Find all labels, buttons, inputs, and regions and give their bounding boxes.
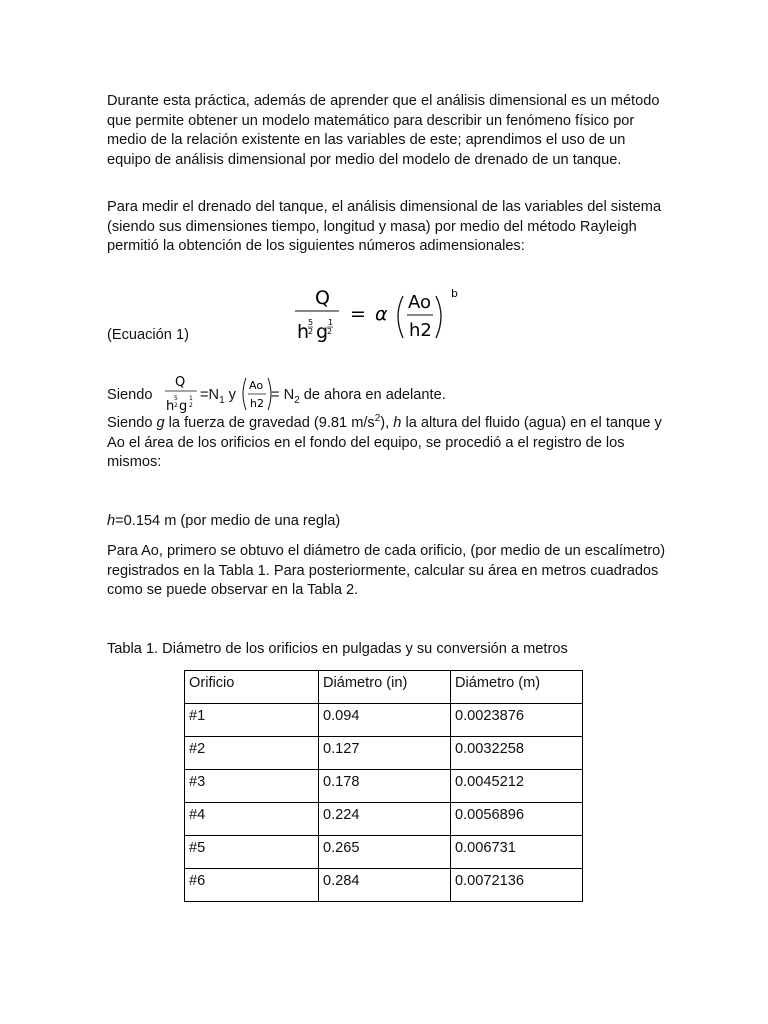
equation-label: (Ecuación 1) [107,327,189,343]
n2-eq: = N [271,387,295,403]
table-cell: 0.265 [319,836,451,869]
n1-eq: =N [200,387,220,403]
eq-den-h-exp-den: 2 [308,327,314,336]
eq-den-g-exp-num: 1 [328,318,334,327]
table-row [185,737,583,770]
table-header-cell: Diámetro (in) [319,671,451,704]
inline-fraction-ao [240,374,274,414]
p3-c: ), [380,415,394,431]
equation-1 [295,288,485,348]
table-cell: 0.0072136 [451,869,583,902]
table-row [185,803,583,836]
eq-ratio-num: Ao [408,292,432,313]
table-cell: 0.006731 [451,836,583,869]
table-cell: #6 [185,869,319,902]
table-cell: #1 [185,704,319,737]
inline-left-paren [243,378,246,410]
table-cell: 0.094 [319,704,451,737]
paragraph-intro: Durante esta práctica, además de aprender que el análisis dimensional es un método que permite obtener un modelo matemático para describir un fenómeno físico por medio de la relación existente en las variables de este; aprendimos el uso de un equipo de análisis dimensional por medio del modelo de drenado de un tanque. [107,93,660,168]
table-header-row [185,671,583,704]
table-row [185,770,583,803]
p4-rest: =0.154 m (por medio de una regla) [115,513,341,529]
table-cell: 0.0032258 [451,737,583,770]
table-cell: #3 [185,770,319,803]
n2-rest: de ahora en adelante. [299,387,446,403]
table-header-cell: Diámetro (m) [451,671,583,704]
table-cell: 0.0045212 [451,770,583,803]
paragraph-ao: Para Ao, primero se obtuvo el diámetro de cada orificio, (por medio de un escalímetro) registrados en la Tabla 1. Para posteriormente, calcular su área en metros cuadrados como se puede observar en la Tabla 2. [107,543,666,598]
inline-den-g: g [179,399,188,414]
inline-den-g-exp-den: 2 [189,402,193,409]
eq-alpha: α [375,303,388,325]
table-cell: #4 [185,803,319,836]
inline-den-h: h [166,399,175,414]
paragraph-rayleigh: Para medir el drenado del tanque, el análisis dimensional de las variables del sistema (siendo sus dimensiones tiempo, longitud y masa) por medio del método Rayleigh permitió la obtención de los siguientes números adimensionales: [107,199,662,254]
table-cell: 0.224 [319,803,451,836]
p3-g: g [156,415,165,431]
inline-fraction-q [165,374,199,414]
p3-sup: 2 [374,413,381,425]
table-row [185,836,583,869]
n1-y: y [224,387,236,403]
p3-d: la altura del fluido (agua) en el tanque y Ao el área de los orificios en el fondo del equipo, se procedió a el registro de los mismos: [107,415,662,470]
p3-a: Siendo [107,415,157,431]
inline-den-h-exp-den: 2 [174,402,178,409]
eq-numerator-q: Q [315,288,330,309]
inline-ao: Ao [249,379,264,392]
inline-h2: h2 [250,397,264,410]
n1-text [200,386,236,406]
eq-den-h: h [297,321,310,343]
paragraph-height [107,512,340,532]
table-cell: 0.127 [319,737,451,770]
p3-b: la fuerza de gravedad (9.81 m/s [164,415,375,431]
table-cell: 0.0023876 [451,704,583,737]
inline-den-h-exp-num: 5 [174,395,178,402]
inline-den-g-exp-num: 1 [189,395,193,402]
table-cell: #5 [185,836,319,869]
n2-text [271,386,446,406]
paragraph-variables [107,414,667,473]
table-row [185,704,583,737]
eq-ratio-den: h2 [409,320,432,341]
siendo-word: Siendo [107,387,153,403]
table-row [185,869,583,902]
eq-exponent-b: b [451,288,458,300]
eq-left-paren [398,296,403,338]
table-cell: 0.284 [319,869,451,902]
table-cell: 0.178 [319,770,451,803]
n1-sub: 1 [219,394,225,406]
table-caption: Tabla 1. Diámetro de los orificios en pulgadas y su conversión a metros [107,641,568,657]
eq-right-paren [436,296,441,338]
inline-q: Q [175,375,186,390]
eq-equals: = [350,303,366,325]
p4-h: h [107,513,116,529]
table-header-cell: Orificio [185,671,319,704]
eq-den-g: g [316,321,329,343]
eq-den-g-exp-den: 2 [327,327,333,336]
table-cell: 0.0056896 [451,803,583,836]
diameter-table [184,670,583,902]
eq-den-h-exp-num: 5 [308,318,314,327]
n2-sub: 2 [294,394,300,406]
table-cell: #2 [185,737,319,770]
p3-h: h [393,415,402,431]
